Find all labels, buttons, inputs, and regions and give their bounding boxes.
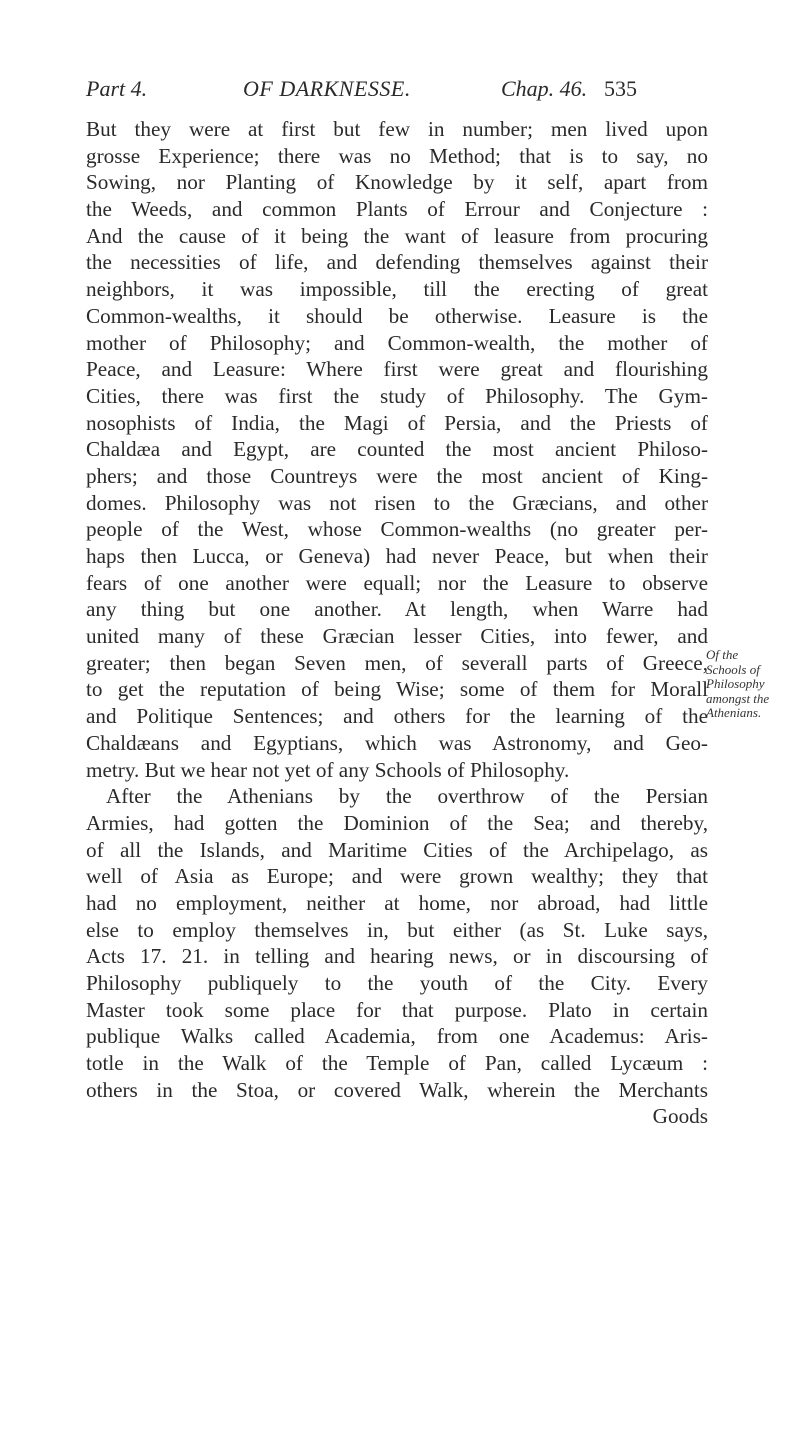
text-line: united many of these Græcian lesser Cities, into fewer, and	[86, 624, 708, 649]
text-line: domes. Philosophy was not risen to the Græcians, and other	[86, 490, 708, 515]
margin-note-line: Athenians.	[706, 705, 762, 720]
part-label: Part 4.	[86, 76, 148, 101]
page-number: 535	[604, 76, 637, 101]
running-header	[86, 76, 716, 106]
running-title: OF DARKNESSE.	[243, 76, 411, 101]
text-line: grosse Experience; there was no Method; that is to say, no	[86, 143, 708, 168]
text-line: Philosophy publiquely to the youth of the City. Every	[86, 971, 708, 995]
main-text	[86, 116, 708, 1130]
text-line: mother of Philosophy; and Common-wealth, the mother of	[86, 330, 708, 355]
text-line: people of the West, whose Common-wealths (no greater per-	[86, 517, 708, 542]
text-line: of all the Islands, and Maritime Cities of the Archipelago, as	[86, 837, 708, 862]
catchword: Goods	[652, 1104, 708, 1129]
text-line: fears of one another were equall; nor the Leasure to observe	[86, 570, 708, 595]
text-line: had no employment, neither at home, nor abroad, had little	[86, 890, 708, 915]
text-line: phers; and those Countreys were the most ancient of King-	[86, 463, 708, 488]
text-line: totle in the Walk of the Temple of Pan, called Lycæum :	[86, 1051, 708, 1076]
text-line: well of Asia as Europe; and were grown wealthy; they that	[86, 864, 708, 889]
text-line: haps then Lucca, or Geneva) had never Peace, but when their	[86, 544, 708, 568]
text-line: and Politique Sentences; and others for the learning of the	[86, 704, 708, 729]
paragraph-start-line: After the Athenians by the overthrow of the Persian	[106, 784, 708, 809]
text-line: greater; then began Seven men, of severall parts of Greece,	[86, 650, 708, 675]
text-line: the Weeds, and common Plants of Errour and Conjecture :	[86, 197, 708, 222]
margin-note-line: Philosophy	[706, 676, 765, 691]
text-line: But they were at first but few in number; men lived upon	[86, 117, 708, 141]
text-line: neighbors, it was impossible, till the erecting of great	[86, 277, 708, 302]
margin-note-line: Schools of	[706, 661, 760, 677]
text-line: to get the reputation of being Wise; some of them for Morall	[86, 677, 708, 702]
text-line: Sowing, nor Planting of Knowledge by it self, apart from	[86, 170, 708, 195]
text-line: Common-wealths, it should be otherwise. Leasure is the	[86, 303, 708, 328]
text-line: publique Walks called Academia, from one Academus: Aris-	[86, 1024, 708, 1049]
text-line: others in the Stoa, or covered Walk, wherein the Merchants	[86, 1077, 708, 1102]
margin-note-line: amongst the	[706, 690, 770, 706]
text-line: Master took some place for that purpose. Plato in certain	[86, 997, 708, 1022]
text-line: any thing but one another. At length, when Warre had	[86, 597, 708, 622]
text-line: Acts 17. 21. in telling and hearing news, or in discoursing of	[86, 944, 708, 969]
margin-note	[706, 648, 792, 721]
margin-note-line: Of the	[706, 647, 739, 662]
text-line: nosophists of India, the Magi of Persia, and the Priests of	[86, 410, 708, 435]
chapter-label: Chap. 46.	[501, 76, 588, 101]
text-line: And the cause of it being the want of leasure from procuring	[86, 223, 708, 248]
text-line: else to employ themselves in, but either (as St. Luke says,	[86, 917, 708, 942]
text-line: Cities, there was first the study of Philosophy. The Gym-	[86, 383, 708, 408]
text-line: Chaldæa and Egypt, are counted the most ancient Philoso-	[86, 437, 708, 462]
text-line: Chaldæans and Egyptians, which was Astronomy, and Geo-	[86, 730, 708, 755]
text-line: metry. But we hear not yet of any Schools of Philosophy.	[86, 757, 570, 782]
text-line: Peace, and Leasure: Where first were great and flourishing	[86, 357, 708, 382]
text-line: Armies, had gotten the Dominion of the Sea; and thereby,	[86, 810, 708, 835]
text-line: the necessities of life, and defending themselves against their	[86, 250, 708, 275]
